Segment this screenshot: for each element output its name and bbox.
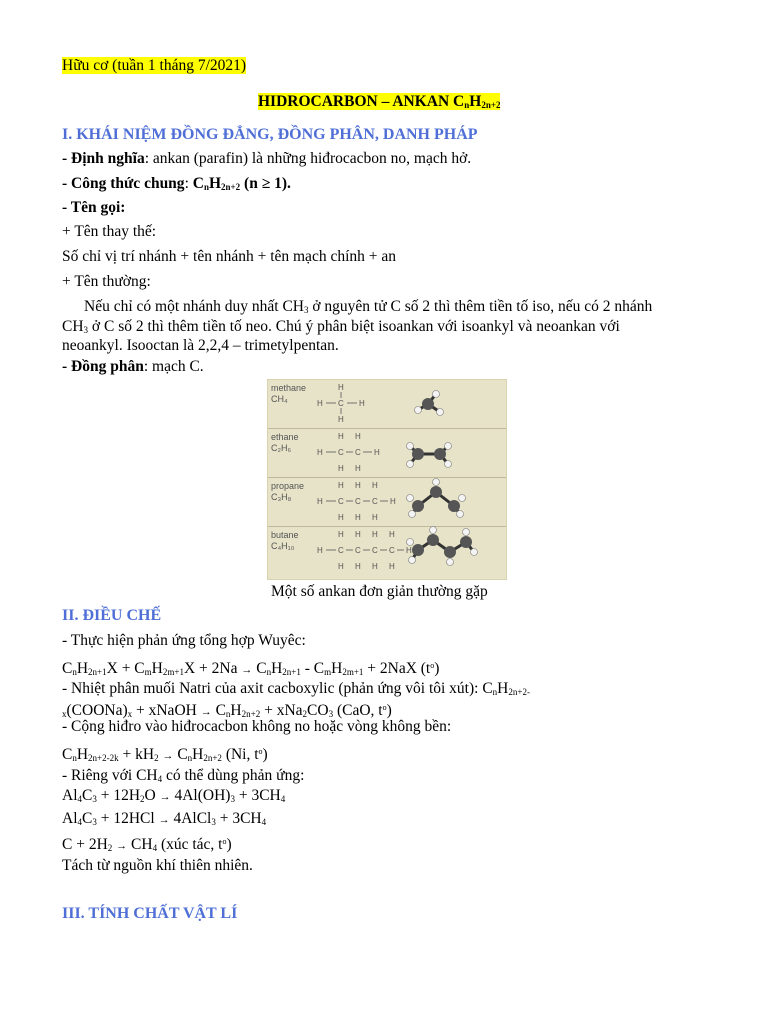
- decarboxylation-equation: $_x(COONa)_x$ + xNaOH → $C_nH_{2n+2} + xNa_2CO_3$ (CaO, $t^o$): [62, 702, 392, 719]
- ethane-row: ethane C₂H₆: [268, 429, 506, 478]
- svg-text:C: C: [338, 546, 344, 555]
- svg-text:C: C: [355, 546, 361, 555]
- svg-text:H: H: [338, 464, 344, 473]
- general-formula-line: - Công thức chung: $C_nH_{2n+2}$ (n ≥ 1).: [62, 175, 291, 192]
- isomer-line: - Đồng phân: mạch C.: [62, 358, 204, 375]
- svg-text:C: C: [355, 448, 361, 457]
- section-heading-2: II. ĐIỀU CHẾ: [62, 607, 162, 624]
- svg-text:C: C: [338, 399, 344, 408]
- svg-text:H: H: [389, 562, 395, 571]
- svg-text:H: H: [338, 562, 344, 571]
- svg-text:H: H: [359, 399, 365, 408]
- svg-text:H: H: [338, 415, 344, 424]
- molecule-drawings: [268, 380, 506, 579]
- wurtz-equation: $C_nH_{2n+1}X + C_mH_{2m+1}X + 2Na \to C_nH_{2n+1} - C_mH_{2m+1} + 2NaX$ $(t^o)$: [62, 660, 440, 677]
- svg-text:H: H: [372, 481, 378, 490]
- page-title: HIDROCARBON – ANKAN $C_nH_{2n+2}$: [258, 93, 501, 110]
- svg-text:H: H: [406, 546, 412, 555]
- svg-text:H: H: [390, 497, 396, 506]
- hydrogenation-intro: - Cộng hiđro vào hiđrocacbon không no hoặc vòng không bền:: [62, 718, 452, 735]
- svg-text:H: H: [374, 448, 380, 457]
- figure-caption: Một số ankan đơn giản thường gặp: [271, 583, 488, 600]
- svg-text:C: C: [355, 497, 361, 506]
- hydrogenation-equation: $C_nH_{2n+2-2k} + kH_2 \to C_nH_{2n+2}$ (Ni, $t^o$): [62, 746, 268, 763]
- svg-text:H: H: [355, 562, 361, 571]
- svg-text:H: H: [317, 399, 323, 408]
- alkane-structures-image: [267, 379, 507, 580]
- propane-row: propane C₃H₈: [268, 478, 506, 527]
- paragraph-line-1: Nếu chỉ có một nhánh duy nhất $CH_3$ ở nguyên tử C số 2 thì thêm tiền tố iso, nếu có 2 nhánh: [84, 298, 653, 315]
- svg-text:C: C: [338, 448, 344, 457]
- paragraph-line-2: $CH_3$ ở C số 2 thì thêm tiền tố neo. Chú ý phân biệt isoankan với isoankyl và neoankan với: [62, 318, 620, 335]
- common-name-label: + Tên thường:: [62, 273, 151, 290]
- svg-text:C: C: [389, 546, 395, 555]
- al4c3-water-equation: $Al_4C_3 + 12H_2O \to 4Al(OH)_3 + 3CH_4$: [62, 787, 286, 804]
- svg-text:H: H: [338, 383, 344, 392]
- svg-text:H: H: [338, 513, 344, 522]
- svg-text:H: H: [355, 530, 361, 539]
- natural-gas-line: Tách từ nguồn khí thiên nhiên.: [62, 857, 253, 874]
- methane-intro: - Riêng với $CH_4$ có thể dùng phản ứng:: [62, 767, 305, 784]
- svg-text:H: H: [355, 513, 361, 522]
- header-note: Hữu cơ (tuần 1 tháng 7/2021): [62, 57, 247, 74]
- svg-text:H: H: [338, 530, 344, 539]
- section-heading-3: III. TÍNH CHẤT VẬT LÍ: [62, 905, 238, 922]
- decarboxylation-intro: - Nhiệt phân muối Natri của axit cacboxylic (phản ứng vôi tôi xút): $C_nH_{2n+2-}$: [62, 680, 530, 697]
- al4c3-hcl-equation: $Al_4C_3 + 12HCl$ → 4AlCl$_3$ + $3CH_4$: [62, 810, 267, 827]
- svg-text:H: H: [338, 481, 344, 490]
- svg-text:H: H: [389, 530, 395, 539]
- definition-line: - Định nghĩa: ankan (parafin) là những hiđrocacbon no, mạch hở.: [62, 150, 472, 167]
- carbon-hydrogen-equation: $C + 2H_2 \to CH_4$ (xúc tác, $t^o$): [62, 836, 232, 853]
- svg-text:H: H: [355, 481, 361, 490]
- wurtz-intro: - Thực hiện phản ứng tổng hợp Wuyêc:: [62, 632, 306, 649]
- paragraph-line-3: neoankyl. Isooctan là 2,2,4 – trimetylpentan.: [62, 337, 339, 354]
- svg-text:C: C: [372, 497, 378, 506]
- svg-text:H: H: [372, 513, 378, 522]
- substitution-name-label: + Tên thay thế:: [62, 223, 157, 240]
- svg-text:H: H: [355, 464, 361, 473]
- butane-row: butane C₄H₁₀: [271, 530, 299, 551]
- names-label: - Tên gọi:: [62, 199, 126, 216]
- methane-row: methane CH₄: [268, 380, 506, 429]
- svg-text:H: H: [372, 530, 378, 539]
- svg-text:C: C: [372, 546, 378, 555]
- svg-text:H: H: [317, 546, 323, 555]
- svg-text:C: C: [338, 497, 344, 506]
- section-heading-1: I. KHÁI NIỆM ĐỒNG ĐẲNG, ĐỒNG PHÂN, DANH PHÁP: [62, 126, 478, 143]
- naming-rule: Số chỉ vị trí nhánh + tên nhánh + tên mạch chính + an: [62, 248, 396, 265]
- svg-text:H: H: [372, 562, 378, 571]
- svg-text:H: H: [355, 432, 361, 441]
- svg-text:H: H: [338, 432, 344, 441]
- svg-text:H: H: [317, 497, 323, 506]
- svg-text:H: H: [317, 448, 323, 457]
